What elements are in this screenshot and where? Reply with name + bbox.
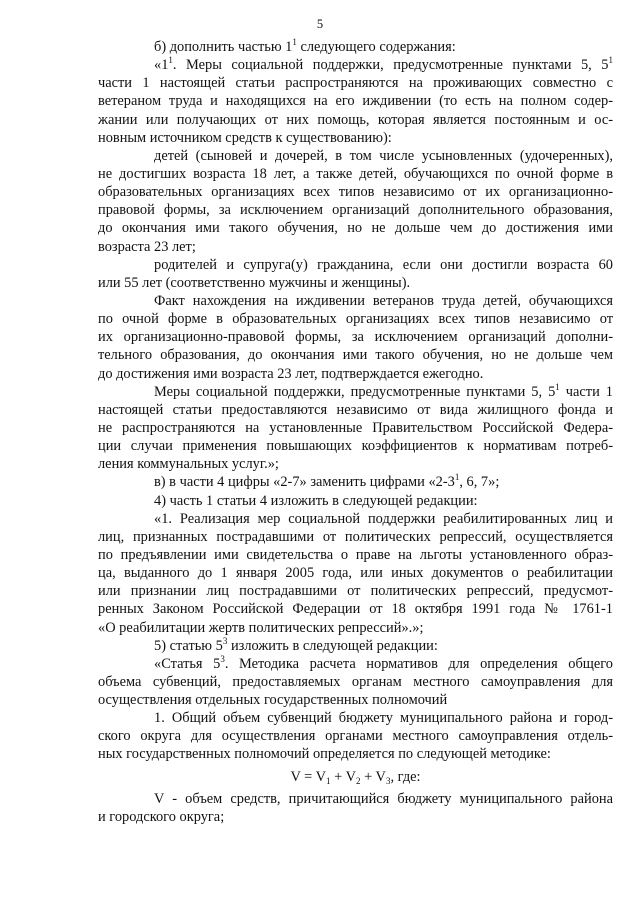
line-text: до окончания ими такого обучения, но не дольше чем до достижения ими [98,220,613,237]
line-text: V = V [290,768,327,785]
text-line [98,310,613,328]
text-line [98,745,613,763]
line-text: Факт нахождения на иждивении ветеранов труда детей, обучающихся [154,292,613,309]
text-line [98,256,613,274]
line-text: V - объем средств, причитающийся бюджету муниципального района [154,790,613,807]
line-text: . Меры социальной поддержки, предусмотренные пунктами 5, 5 [172,57,609,74]
subscript: 2 [355,775,361,786]
line-text: детей (сыновей и дочерей, в том числе усыновленных (удочеренных), [154,147,613,164]
text-line [98,129,613,147]
superscript: 1 [608,55,613,66]
text-line [98,74,613,92]
line-text: Меры социальной поддержки, предусмотренные пунктами 5, 5 [154,383,556,400]
text-line [98,147,613,165]
line-text: ского округа для осуществления органами местного самоуправления отдель- [98,728,613,745]
line-text: по очной форме в образовательных организациях всех типов независимо от [98,311,613,328]
text-line [98,111,613,129]
text-line [98,92,613,110]
text-line [98,56,613,74]
subscript: 3 [385,775,391,786]
line-text: части 1 настоящей статьи распространяются на проживающих совместно с [98,75,613,92]
text-line [98,528,613,546]
text-line [98,582,613,600]
line-text: ветераном труда и находящихся на его иждивении (то есть на полном содер- [98,93,613,110]
page-number: 5 [316,17,324,31]
line-text: ренных Законом Российской Федерации от 18 октября 1991 года № 1761-1 [98,601,613,618]
text-line [98,455,613,473]
superscript: 1 [168,55,173,66]
line-text: и городского округа; [98,808,225,825]
line-text: «1. Реализация мер социальной поддержки реабилитированных лиц и [154,510,613,527]
text-line [98,219,613,237]
text-line [98,655,613,673]
subscript: 1 [326,775,331,786]
line-text: возраста 23 лет; [98,238,196,255]
line-text: их организационно-правовой формы, за исключением организаций дополни- [98,329,613,346]
line-text: следующего содержания: [296,39,456,55]
line-text: б) дополнить частью 1 [154,39,293,55]
line-text: + V [360,768,386,785]
text-line [98,510,613,528]
text-line [98,38,613,56]
line-text: . Методика расчета нормативов для определения общего [224,655,613,672]
line-text: или признании лиц пострадавшими от политических репрессий, предусмот- [98,583,613,600]
line-text: ных государственных полномочий определяется по следующей методике: [98,746,551,763]
line-text: или 55 лет (соответственно мужчины и женщины). [98,274,411,291]
line-text: , 6, 7»; [459,474,500,491]
text-line [98,292,613,310]
text-line [98,346,613,364]
text-line [98,709,613,727]
line-text: осуществления отдельных государственных полномочий [98,692,448,709]
line-text: ца, выданного до 1 января 2005 года, или иных документов о реабилитации [98,565,613,582]
text-line [98,546,613,564]
line-text: жании или получающих от них помощь, которая является постоянным и ос- [98,111,613,128]
superscript: 3 [220,653,225,664]
line-text: , где: [390,768,421,785]
text-line [98,727,613,745]
line-text: лиц, признанных пострадавшими от политических репрессий, осуществляется [98,528,613,545]
line-text: 5) статью 5 [154,637,223,654]
text-line [98,383,613,401]
text-line [98,274,613,292]
line-text: + V [330,768,356,785]
text-line [98,564,613,582]
line-text: изложить в следующей редакции: [227,637,438,654]
superscript: 3 [222,635,228,646]
line-text: «1 [154,57,169,74]
superscript: 1 [555,381,560,392]
line-text: части 1 [559,383,613,400]
document-body [98,38,613,826]
text-line [98,201,613,219]
text-line [98,365,613,383]
text-line [98,183,613,201]
line-text: ции случаи применения повышающих коэффициентов к нормативам потреб- [98,438,613,455]
text-line [98,238,613,256]
text-line [98,328,613,346]
line-text: родителей и супруга(у) гражданина, если они достигли возраста 60 [154,256,613,273]
text-line [98,790,613,808]
superscript: 1 [292,37,297,47]
line-text: «О реабилитации жертв политических репрессий».»; [98,619,424,636]
line-text: объема субвенций, предоставляемых органам местного самоуправления для [98,673,613,690]
line-text: образовательных организациях всех типов независимо от их организационно- [98,184,613,201]
text-line [98,419,613,437]
line-text: тельного образования, до окончания ими такого обучения, но не дольше чем [98,347,613,364]
text-line [98,165,613,183]
line-text: 4) часть 1 статьи 4 изложить в следующей редакции: [154,492,478,509]
line-text: не распространяются на установленные Правительством Российской Федера- [98,419,613,436]
text-line [98,401,613,419]
line-text: по предъявлении ими свидетельства о праве на льготы установленного образ- [98,546,613,563]
line-text: до достижения ими возраста 23 лет, подтверждается ежегодно. [98,365,484,382]
text-line [98,473,613,491]
line-text: новным источником средств к существованию): [98,129,392,146]
text-line [98,492,613,510]
line-text: настоящей статьи предоставляются независимо от вида жилищного фонда и [98,401,613,418]
text-line [98,673,613,691]
line-text: в) в части 4 цифры «2-7» заменить цифрами «2-3 [154,474,455,491]
text-line [98,808,613,826]
line-text: ления коммунальных услуг.»; [98,456,279,473]
superscript: 1 [454,472,460,483]
line-text: не достигших возраста 18 лет, а также детей, обучающихся по очной форме в [98,165,613,182]
line-text: «Статья 5 [154,655,221,672]
formula-line [98,768,613,786]
line-text: правовой формы, за исключением организаций дополнительного образования, [98,202,613,219]
line-text: 1. Общий объем субвенций бюджету муниципального района и город- [154,710,613,727]
text-line [98,619,613,637]
text-line [98,600,613,618]
text-line [98,637,613,655]
text-line [98,437,613,455]
text-line [98,691,613,709]
